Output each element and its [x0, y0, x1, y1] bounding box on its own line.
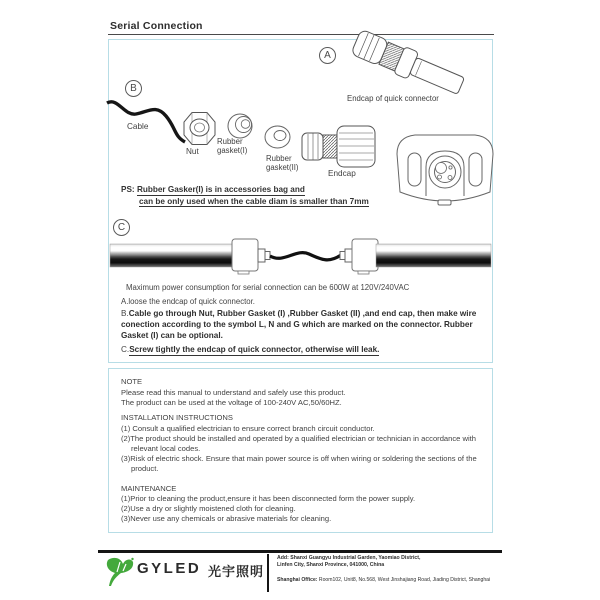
step-c-prefix: C. — [121, 345, 130, 354]
note-line2: The product can be used at the voltage of 100-240V AC,50/60HZ. — [121, 398, 342, 407]
ps-text-line1: Rubber Gasker(I) is in accessories bag and — [136, 185, 305, 194]
step-b-prefix: B. — [121, 309, 129, 318]
installation-item-3: (3)Risk of electric shock. Ensure that main power source is off when wiring or soldering the sections of the product. — [121, 454, 477, 473]
caption-cable: Cable — [127, 122, 149, 131]
footer-address-label: Add: — [277, 555, 289, 561]
caption-rubber-gasket-2 — [266, 155, 299, 172]
footer-office-text: Room102, Unit8, No.568, West Jinshajiang Road, Jiading District, Shanghai — [318, 577, 491, 583]
caption-endcap: Endcap — [328, 169, 356, 178]
installation-item-2: (2)The product should be installed and operated by a qualified electrician or technician in accordance with relevant local codes. — [121, 434, 477, 453]
footer-divider — [267, 554, 269, 592]
step-c-body: Screw tightly the endcap of quick connector, otherwise will leak. — [129, 345, 380, 354]
caption-rubber-gasket-2-line2: gasket(II) — [266, 162, 299, 172]
brand-name: GYLED — [137, 560, 202, 577]
maintenance-item-1: (1)Prior to cleaning the product,ensure it has been disconnected form the power supply. — [121, 494, 416, 503]
caption-rubber-gasket-1-line2: gasket(I) — [217, 145, 248, 155]
step-b-body: Cable go through Nut, Rubber Gasket (I) ,Rubber Gasket (II) ,and end cap, then make wire conection according to the symbol L, N and G which are marked on the connector. Rubber Gasket (I) can be optional. — [121, 309, 477, 340]
note-line1: Please read this manual to understand and safely use this product. — [121, 388, 346, 397]
caption-rubber-gasket-1 — [217, 138, 247, 155]
gyled-leaf-logo-icon — [105, 556, 134, 587]
ps-text-line2: can be only used when the cable diam is smaller than 7mm — [139, 196, 369, 206]
ps-label: PS: — [121, 185, 135, 194]
nut-icon — [183, 111, 216, 146]
footer-address-line1: Shanxi Guangyu Industrial Garden, Yaomiao District, — [290, 555, 421, 561]
maintenance-item-2: (2)Use a dry or slightly moistened cloth for cleaning. — [121, 504, 296, 513]
serial-connection-tubes-icon — [110, 237, 491, 275]
fixture-end-view-icon — [395, 126, 495, 214]
step-c-text — [121, 345, 379, 355]
endcap-icon — [301, 121, 377, 171]
title-rule — [108, 34, 494, 35]
quick-connector-endcap-icon — [352, 38, 494, 94]
step-b-text — [121, 309, 493, 341]
caption-rubber-gasket-1-line1: Rubber — [217, 137, 243, 146]
footer-office — [277, 577, 490, 583]
caption-endcap-of-quick-connector: Endcap of quick connector — [347, 94, 439, 103]
step-label-c: C — [113, 219, 130, 236]
footer-top-rule — [98, 550, 502, 553]
cable-icon — [106, 96, 190, 146]
brand-name-chinese: 光宇照明 — [208, 564, 265, 579]
max-power-text: Maximum power consumption for serial connection can be 600W at 120V/240VAC — [126, 283, 410, 292]
ps-note — [121, 184, 369, 207]
footer-address-line2: Linfen City, Shanxi Province, 041000, China — [277, 562, 385, 569]
caption-nut: Nut — [186, 147, 199, 156]
step-label-b: B — [125, 80, 142, 97]
installation-item-1: (1) Consult a qualified electrician to ensure correct branch circuit conductor. — [121, 424, 375, 433]
ps-note-line2 — [139, 196, 369, 208]
footer-address — [277, 555, 505, 570]
note-heading: NOTE — [121, 377, 143, 386]
rubber-gasket-1-icon — [227, 112, 259, 140]
step-a-text: A.loose the endcap of quick connector. — [121, 297, 255, 306]
step-label-a: A — [319, 47, 336, 64]
installation-heading: INSTALLATION INSTRUCTIONS — [121, 413, 233, 422]
ps-note-line1 — [121, 184, 369, 196]
maintenance-heading: MAINTENANCE — [121, 484, 177, 493]
rubber-gasket-2-icon — [264, 125, 293, 149]
page-title: Serial Connection — [110, 20, 203, 32]
footer-office-label: Shanghai Office: — [277, 577, 318, 583]
maintenance-item-3: (3)Never use any chemicals or abrasive materials for cleaning. — [121, 514, 332, 523]
caption-rubber-gasket-2-line1: Rubber — [266, 154, 292, 163]
